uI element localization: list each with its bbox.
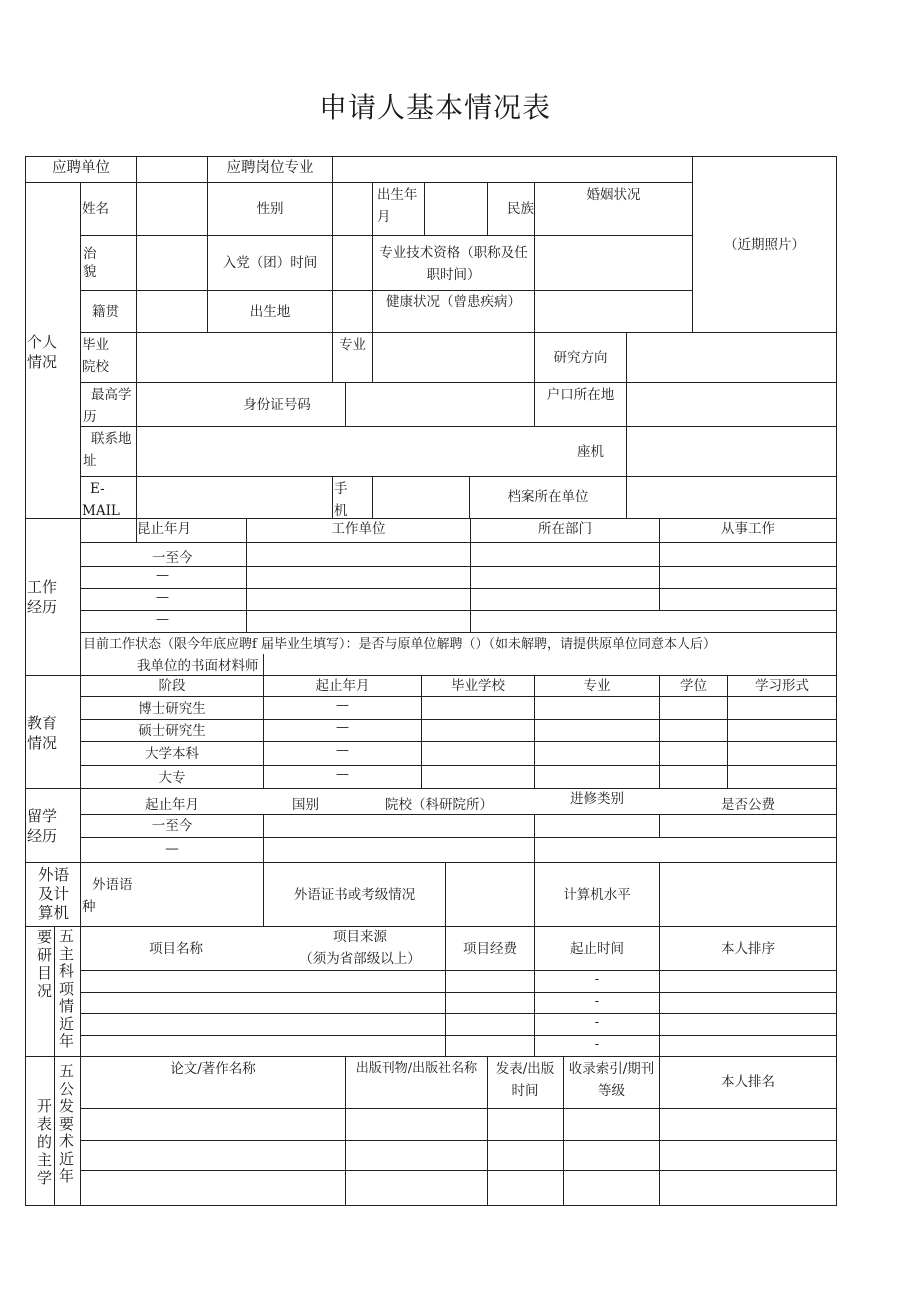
edu-school-header: 毕业学校 <box>451 678 505 694</box>
name-label: 姓名 <box>82 201 109 217</box>
section-abroad: 留学经历 <box>27 807 58 845</box>
abroad-country-header: 国别 <box>292 797 319 813</box>
work-period-header: 昆止年月 <box>137 521 191 537</box>
paper-date-header: 发表/出版时间 <box>495 1061 555 1099</box>
landline-label: 座机 <box>577 444 604 460</box>
unit-label: 应聘单位 <box>52 160 110 176</box>
unit-field[interactable] <box>137 157 206 182</box>
gender-label: 性别 <box>256 201 284 217</box>
id-number-label: 身份证号码 <box>243 397 311 413</box>
position-label: 应聘岗位专业 <box>226 160 314 176</box>
work-status-note-2: 我单位的书面材料师 <box>137 658 259 674</box>
work-row-dash: — <box>156 612 169 627</box>
project-period-dash: - <box>594 1037 600 1052</box>
page-title: 申请人基本情况表 <box>318 91 551 124</box>
project-rank-header: 本人排序 <box>721 941 775 957</box>
photo-placeholder[interactable]: （近期照片） <box>724 237 805 253</box>
paper-index-header: 收录索引/期刊等级 <box>568 1061 655 1099</box>
edu-period-dash: — <box>336 698 349 713</box>
address-label: 联系地址 <box>83 431 132 469</box>
abroad-period-header: 起止年月 <box>145 797 199 813</box>
birth-label: 出生年月 <box>377 187 418 225</box>
abroad-school-header: 院校（科研院所） <box>385 797 493 813</box>
native-place-label: 籍贯 <box>92 304 119 320</box>
archive-label: 档案所在单位 <box>507 489 589 505</box>
lang-type-label: 外语语种 <box>82 877 133 915</box>
section-projects-col1: 要研目况 <box>37 928 53 1000</box>
project-period-dash: - <box>594 994 600 1009</box>
political-label: 治貌 <box>83 246 97 280</box>
paper-rank-header: 本人排名 <box>721 1074 775 1090</box>
project-source-note: （须为省部级以上） <box>299 951 421 967</box>
project-period-header: 起止时间 <box>570 941 624 957</box>
work-status-note: 目前工作状态（限今年底应聘f 届毕业生填写）：是否与原单位解聘（）（如未解聘，请提供原单位同意本人后） <box>83 637 716 652</box>
research-label: 研究方向 <box>553 350 608 366</box>
abroad-public-header: 是否公费 <box>721 797 775 813</box>
section-personal: 个人情况 <box>27 333 58 371</box>
tech-title-label: 专业技术资格（职称及任职时间） <box>379 245 528 283</box>
section-education: 教育情况 <box>27 714 58 752</box>
edu-period-dash: — <box>336 720 349 735</box>
edu-stage-master: 硕士研究生 <box>138 723 206 739</box>
edu-stage-college: 大专 <box>158 770 186 786</box>
abroad-row-period: — <box>165 841 179 857</box>
join-party-label: 入党（团）时间 <box>222 255 318 271</box>
paper-title-header: 论文/著作名称 <box>170 1061 256 1077</box>
project-funding-header: 项目经费 <box>463 941 517 957</box>
hukou-label: 户口所在地 <box>546 387 615 403</box>
section-work: 工作经历 <box>27 578 58 616</box>
abroad-row-period: 一至今 <box>151 818 193 834</box>
section-papers-col2: 五公发要术近年 <box>59 1062 75 1185</box>
edu-major-header: 专业 <box>583 678 611 694</box>
section-papers-col1: 开表的主学 <box>37 1097 53 1187</box>
section-language: 外语及计算机 <box>38 866 70 922</box>
section-projects-col2: 五主科项情近年 <box>59 927 75 1050</box>
edu-degree-header: 学位 <box>680 678 707 694</box>
edu-period-dash: — <box>336 767 349 782</box>
edu-stage-doctor: 博士研究生 <box>138 701 206 717</box>
abroad-type-header: 进修类别 <box>570 791 624 807</box>
marital-label: 婚姻状况 <box>586 187 641 203</box>
email-label: E-MAIL <box>82 481 120 519</box>
project-period-dash: - <box>594 972 600 987</box>
edu-stage-header: 阶段 <box>158 678 186 694</box>
work-job-header: 从事工作 <box>721 521 775 537</box>
edu-stage-bachelor: 大学本科 <box>145 746 199 762</box>
work-row-dash: — <box>156 568 169 583</box>
major-label: 专业 <box>339 337 366 353</box>
lang-cert-label: 外语证书或考级情况 <box>293 887 416 903</box>
birthplace-label: 出生地 <box>249 304 291 320</box>
grad-school-label: 毕业院校 <box>82 337 109 375</box>
project-source-header: 项目来源 <box>333 929 387 945</box>
mobile-label: 手机 <box>334 481 348 519</box>
health-label: 健康状况（曾患疾病） <box>386 294 521 310</box>
edu-mode-header: 学习形式 <box>755 678 809 694</box>
position-field[interactable] <box>333 157 691 182</box>
project-period-dash: - <box>594 1015 600 1030</box>
work-row-period: 一至今 <box>152 550 193 566</box>
education-label: 最高学历 <box>83 387 132 425</box>
work-unit-header: 工作单位 <box>331 521 386 537</box>
computer-level-label: 计算机水平 <box>563 887 631 903</box>
edu-period-dash: — <box>336 743 349 758</box>
work-row-dash: — <box>156 590 169 605</box>
edu-period-header: 起止年月 <box>315 678 370 694</box>
ethnic-label: 民族 <box>507 201 534 217</box>
work-dept-header: 所在部门 <box>538 521 592 537</box>
project-name-header: 项目名称 <box>149 941 203 957</box>
paper-journal-header: 出版刊物/出版社名称 <box>355 1061 478 1076</box>
